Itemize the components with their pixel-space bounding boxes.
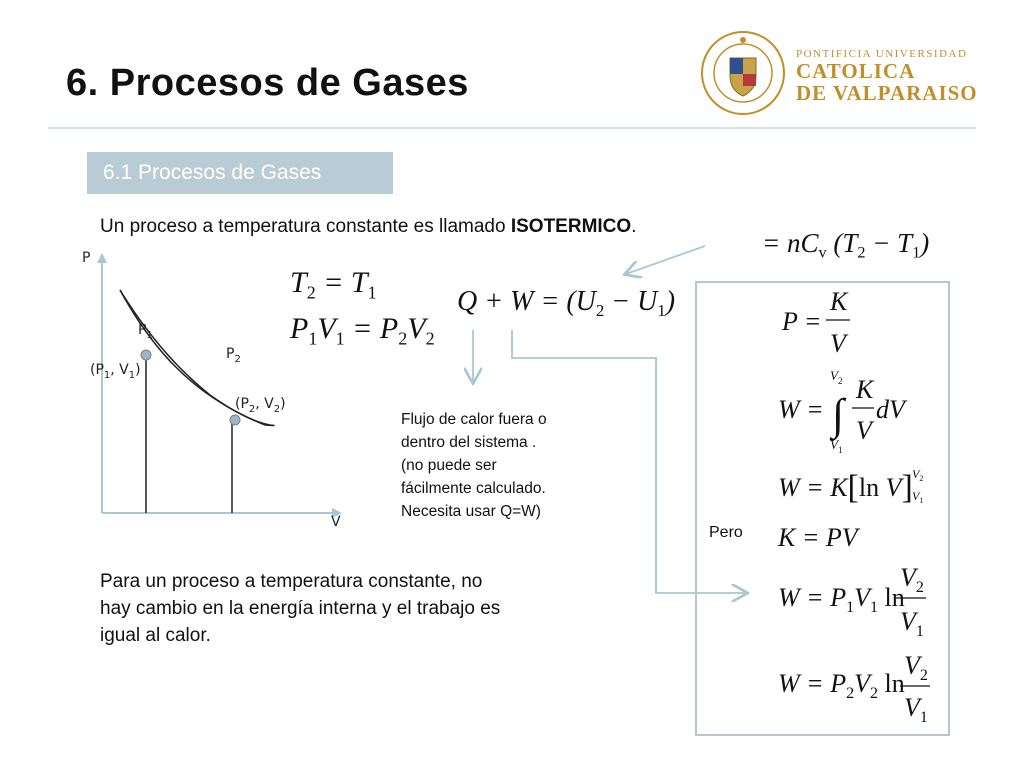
conclusion-text xyxy=(100,568,620,649)
integral-k: K xyxy=(856,375,874,404)
slide-title: 6. Procesos de Gases xyxy=(66,62,469,104)
formula-w-integral: W = xyxy=(778,395,824,424)
formula-derivation xyxy=(770,284,950,734)
point-1-sub-v: 1 xyxy=(128,369,136,381)
equation-first-law: $Q + W = (U_2 - U_1)$ xyxy=(457,286,676,320)
ratio2-denominator: $V_1$ xyxy=(904,693,928,726)
integral-lower-limit: $V_1$ xyxy=(830,437,843,455)
p2-label-text: P xyxy=(226,346,235,362)
intro-text-main: Un proceso a temperatura constante es llamado xyxy=(100,216,511,237)
ncv-arrow-icon xyxy=(626,246,705,274)
description-line-5: Necesita usar Q=W) xyxy=(401,503,541,520)
description-line-3: (no puede ser xyxy=(401,457,497,474)
p1-label-sub: 1 xyxy=(146,329,153,341)
point-2-close: ) xyxy=(280,396,286,412)
formula-k-numerator: K xyxy=(830,287,848,316)
logo-line-1: PONTIFICIA UNIVERSIDAD xyxy=(796,48,968,60)
equation-ncv: = $nC_v$ $(T_2 - T_1)$ xyxy=(762,228,930,262)
point-1-mid: , V xyxy=(110,362,129,378)
point-2-open: (P xyxy=(235,396,249,412)
point-1-sub-p: 1 xyxy=(103,369,111,381)
integral-sign: ∫ xyxy=(832,390,845,439)
ratio2-numerator: $V_2$ xyxy=(904,651,928,684)
logo-line-2: CATOLICA xyxy=(796,59,916,83)
conclusion-line-2: hay cambio en la energía interna y el trabajo es xyxy=(100,598,501,619)
logo-line-3: DE VALPARAISO xyxy=(796,81,978,105)
v-axis-label: V xyxy=(331,514,341,530)
point-2-mid: , V xyxy=(255,396,274,412)
p1-label-text: P xyxy=(138,322,147,338)
integral-dv: dV xyxy=(876,395,905,424)
integral-v: V xyxy=(856,416,872,445)
pero-label: Pero xyxy=(709,524,743,541)
description-line-4: fácilmente calculado. xyxy=(401,480,546,497)
formula-w-p1v1: $W = P_1V_1$ ln xyxy=(778,583,905,616)
formula-v-denominator: V xyxy=(830,329,846,358)
point-2-sub-v: 2 xyxy=(273,403,281,415)
formula-k-pv: K = PV xyxy=(778,523,858,552)
conclusion-line-1: Para un proceso a temperatura constante, no xyxy=(100,571,483,592)
section-subtitle: 6.1 Procesos de Gases xyxy=(87,152,393,194)
formula-w-k-ln: W = K[ln V] xyxy=(778,469,913,506)
description-line-1: Flujo de calor fuera o xyxy=(401,411,547,428)
formula-p-equals: P = xyxy=(782,307,822,336)
point-2-sub-p: 2 xyxy=(248,403,256,415)
p-axis-label: P xyxy=(82,250,91,266)
equation-t2-t1: $T_2 = T_1$ xyxy=(290,266,377,303)
description-line-2: dentro del sistema . xyxy=(401,434,537,451)
ratio1-numerator: $V_2$ xyxy=(900,563,924,596)
conclusion-line-3: igual al calor. xyxy=(100,625,211,646)
formula-w-p2v2: $W = P_2V_2$ ln xyxy=(778,669,905,702)
p2-label-sub: 2 xyxy=(234,353,241,365)
isotermico-keyword: ISOTERMICO xyxy=(510,216,632,237)
ratio1-denominator: $V_1$ xyxy=(900,607,924,640)
intro-text-end: . xyxy=(631,216,637,237)
heat-flow-description xyxy=(401,408,631,523)
integral-upper-limit: $V_2$ xyxy=(830,368,843,386)
point-1-close: ) xyxy=(135,362,141,378)
equation-p1v1-p2v2: $P_1V_1 = P_2V_2$ xyxy=(290,312,435,349)
ln-lower-limit: $V_1$ xyxy=(912,489,924,505)
point-1-open: (P xyxy=(90,362,104,378)
ln-upper-limit: $V_2$ xyxy=(912,467,924,483)
